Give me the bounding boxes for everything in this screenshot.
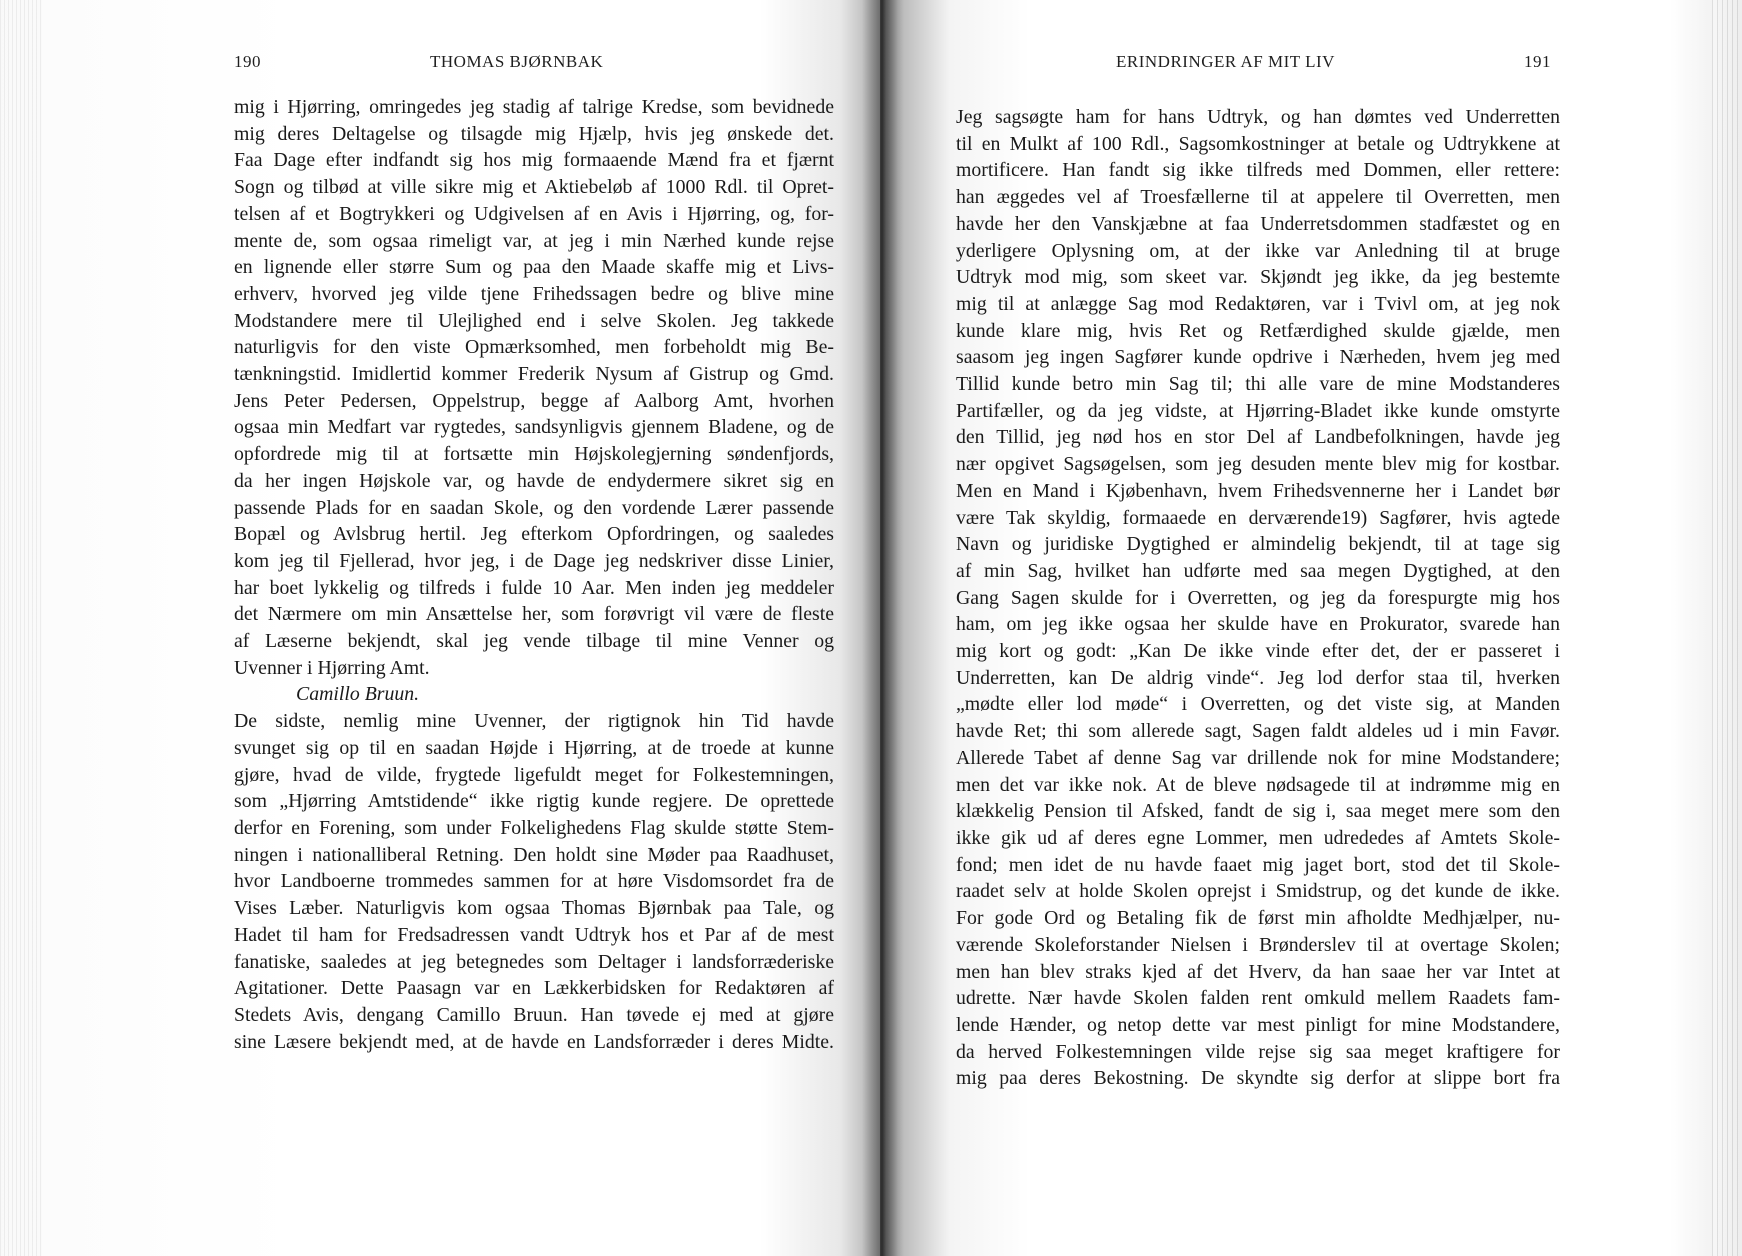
- text-line: passende Plads for en saadan Skole, og den vordende Lærer passende: [234, 496, 834, 519]
- text-line: „mødte eller lod møde“ i Overretten, og det viste sig, at Manden: [956, 693, 1560, 716]
- text-line: Bopæl og Avlsbrug hertil. Jeg efterkom Opfordringen, og saaledes: [234, 523, 834, 546]
- right-body-text: [956, 104, 1560, 1092]
- text-line: Faa Dage efter indfandt sig hos mig formaaende Mænd fra et fjærnt: [234, 149, 834, 172]
- text-line: hvor Landboerne trommedes sammen for at høre Visdomsordet fra de: [234, 870, 834, 893]
- text-line: den Tillid, jeg nød hos en stor Del af Landbefolkningen, havde jeg: [956, 426, 1560, 449]
- text-line: derfor en Forening, som under Folkelighedens Flag skulde støtte Stem-: [234, 816, 834, 839]
- text-line: udrette. Nær havde Skolen falden rent omkuld mellem Raadets fam-: [956, 987, 1560, 1010]
- text-line: Sogn og tilbød at ville sikre mig et Aktiebeløb af 1000 Rdl. til Opret-: [234, 176, 834, 199]
- text-line: mortificere. Han fandt sig ikke tilfreds med Dommen, eller rettere:: [956, 159, 1560, 182]
- text-line: lende Hænder, og netop dette var mest pinligt for mine Modstandere,: [956, 1013, 1560, 1036]
- text-line: klækkelig Pension til Afsked, fandt de sig i, saa meget mere som den: [956, 800, 1560, 823]
- text-line: Navn og juridiske Dygtighed er almindelig bekjendt, til at tage sig: [956, 533, 1560, 556]
- text-line: en lignende eller større Sum og paa den Maade skaffe mig et Livs-: [234, 256, 834, 279]
- text-line: Underretten, kan De aldrig vinde“. Jeg lod derfor staa til, hverken: [956, 666, 1560, 689]
- text-line: ham, om jeg ikke ogsaa her skulde have en Prokurator, svarede han: [956, 613, 1560, 636]
- text-line: mig deres Deltagelse og tilsagde mig Hjælp, hvis jeg ønskede det.: [234, 122, 834, 145]
- text-line: kunde klare mig, hvis Ret og Retfærdighed skulde gjælde, men: [956, 319, 1560, 342]
- text-line: gjøre, hvad de vilde, frygtede ligefuldt meget for Folkestemningen,: [234, 763, 834, 786]
- text-line: ogsaa min Medfart var rygtedes, sandsynligvis gjennem Bladene, og de: [234, 416, 834, 439]
- text-line: raadet selv at holde Skolen oprejst i Smidstrup, og det kunde de ikke.: [956, 880, 1560, 903]
- text-line: Uvenner i Hjørring Amt.: [234, 656, 430, 679]
- text-line: telsen af et Bogtrykkeri og Udgivelsen af en Avis i Hjørring, og, for-: [234, 202, 834, 225]
- text-line: mig til at anlægge Sag mod Redaktøren, var i Tvivl om, at jeg nok: [956, 292, 1560, 315]
- text-line: opfordrede mig til at fortsætte min Højskolegjerning søndenfjords,: [234, 443, 834, 466]
- left-page-number: 190: [234, 52, 261, 71]
- text-line: da herved Folkestemningen vilde rejse sig saa meget kraftigere for: [956, 1040, 1560, 1063]
- text-line: saasom jeg ingen Sagfører kunde opdrive i Nærheden, hvem jeg med: [956, 346, 1560, 369]
- text-line: Partifæller, og da jeg vidste, at Hjørring-Bladet ikke kunde omstyrte: [956, 399, 1560, 422]
- right-running-title: ERINDRINGER AF MIT LIV: [1116, 52, 1335, 71]
- text-line: Jens Peter Pedersen, Oppelstrup, begge af Aalborg Amt, hvorhen: [234, 389, 834, 412]
- text-line: ningen i nationalliberal Retning. Den holdt sine Møder paa Raadhuset,: [234, 843, 834, 866]
- text-line: da her ingen Højskole var, og havde de endydermere sikret sig en: [234, 469, 834, 492]
- text-line: det Nærmere om min Ansættelse her, som forøvrigt vil være de fleste: [234, 603, 834, 626]
- text-line: kom jeg til Fjellerad, hvor jeg, i de Dage jeg nedskriver disse Linier,: [234, 549, 834, 572]
- text-line: sine Læsere bekjendt med, at de havde en Landsforræder i deres Midte.: [234, 1030, 834, 1053]
- text-line: Men en Mand i Kjøbenhavn, hvem Frihedsvennerne her i Landet bør: [956, 479, 1560, 502]
- text-line: være Tak skyldig, formaaede en derværende19) Sagfører, hvis agtede: [956, 506, 1560, 529]
- right-page-number: 191: [1524, 52, 1551, 71]
- text-line: erhverv, hvorved jeg vilde tjene Frihedssagen bedre og blive mine: [234, 282, 834, 305]
- text-line: ikke gik ud af deres egne Lommer, men udrededes af Amtets Skole-: [956, 826, 1560, 849]
- text-line: til en Mulkt af 100 Rdl., Sagsomkostninger at betale og Udtrykkene at: [956, 132, 1560, 155]
- text-line: Udtryk mod mig, som skeet var. Skjøndt jeg ikke, da jeg bestemte: [956, 266, 1560, 289]
- text-line: Gang Sagen skulde for i Overretten, og jeg da forespurgte mig hos: [956, 586, 1560, 609]
- text-line: mente de, som ogsaa rimeligt var, at jeg i min Nærhed kunde rejse: [234, 229, 834, 252]
- text-line: Jeg sagsøgte ham for hans Udtryk, og han dømtes ved Underretten: [956, 106, 1560, 128]
- text-line: Modstandere mere til Ulejlighed end i selve Skolen. Jeg takkede: [234, 309, 834, 332]
- page-edges-left: [0, 0, 42, 1256]
- text-line: fond; men idet de nu havde faaet mig jaget bort, stod det til Skole-: [956, 853, 1560, 876]
- text-line: naturligvis for den viste Opmærksomhed, men forbeholdt mig Be-: [234, 336, 834, 359]
- text-line: Vises Læber. Naturligvis kom ogsaa Thomas Bjørnbak paa Tale, og: [234, 897, 834, 920]
- text-line: havde Ret; thi som allerede sagt, Sagen faldt aldeles ud i min Favør.: [956, 720, 1560, 743]
- right-page: [880, 0, 1742, 1256]
- text-line: Hadet til ham for Fredsadressen vandt Udtryk hos et Par af de mest: [234, 923, 834, 946]
- text-line: mig paa deres Bekostning. De skyndte sig derfor at slippe bort fra: [956, 1067, 1560, 1090]
- left-body-text: [234, 94, 834, 1055]
- text-line: Stedets Avis, dengang Camillo Bruun. Han tøvede ej med at gjøre: [234, 1003, 834, 1026]
- text-line: Tillid kunde betro min Sag til; thi alle vare de mine Modstanderes: [956, 373, 1560, 396]
- text-line: tænkningstid. Imidlertid kommer Frederik Nysum af Gistrup og Gmd.: [234, 363, 834, 386]
- text-line: har boet lykkelig og tilfreds i fulde 10 Aar. Men inden jeg meddeler: [234, 576, 834, 599]
- left-running-title: THOMAS BJØRNBAK: [430, 52, 604, 71]
- text-line: havde her den Vanskjæbne at faa Underretsdommen stadfæstet og en: [956, 212, 1560, 235]
- text-line: mig kort og godt: „Kan De ikke vinde efter det, der er passeret i: [956, 640, 1560, 663]
- text-line: fanatiske, saaledes at jeg betegnedes som Deltager i landsforræderiske: [234, 950, 834, 973]
- text-line: mig i Hjørring, omringedes jeg stadig af talrige Kredse, som bevidnede: [234, 96, 834, 118]
- book-gutter-shadow: [862, 0, 898, 1256]
- text-line: svunget sig op til en saadan Højde i Hjørring, at de troede at kunne: [234, 736, 834, 759]
- text-line: af min Sag, hvilket han udførte med saa megen Dygtighed, at den: [956, 559, 1560, 582]
- text-line: For gode Ord og Betaling fik de først min afholdte Medhjælper, nu-: [956, 907, 1560, 930]
- text-line: men han blev straks kjed af det Hverv, da han saae her var Intet at: [956, 960, 1560, 983]
- text-line: Allerede Tabet af denne Sag var drillende nok for mine Modstandere;: [956, 746, 1560, 769]
- section-subheading: Camillo Bruun.: [296, 683, 420, 706]
- text-line: af Læserne bekjendt, skal jeg vende tilbage til mine Venner og: [234, 630, 834, 653]
- text-line: han æggedes vel af Troesfællerne til at appelere til Overretten, men: [956, 186, 1560, 209]
- text-line: yderligere Oplysning om, at der ikke var Anledning til at bruge: [956, 239, 1560, 262]
- page-edges-right: [1712, 0, 1742, 1256]
- text-line: men det var ikke nok. At de bleve nødsagede til at indrømme mig en: [956, 773, 1560, 796]
- text-line: nær opgivet Sagsøgelsen, som jeg desuden mente blev mig for kostbar.: [956, 453, 1560, 476]
- text-line: værende Skoleforstander Nielsen i Brønderslev til at overtage Skolen;: [956, 933, 1560, 956]
- text-line: Agitationer. Dette Paasagn var en Lækkerbidsken for Redaktøren af: [234, 977, 834, 1000]
- text-line: De sidste, nemlig mine Uvenner, der rigtignok hin Tid havde: [234, 710, 834, 733]
- text-line: som „Hjørring Amtstidende“ ikke rigtig kunde regjere. De oprettede: [234, 790, 834, 813]
